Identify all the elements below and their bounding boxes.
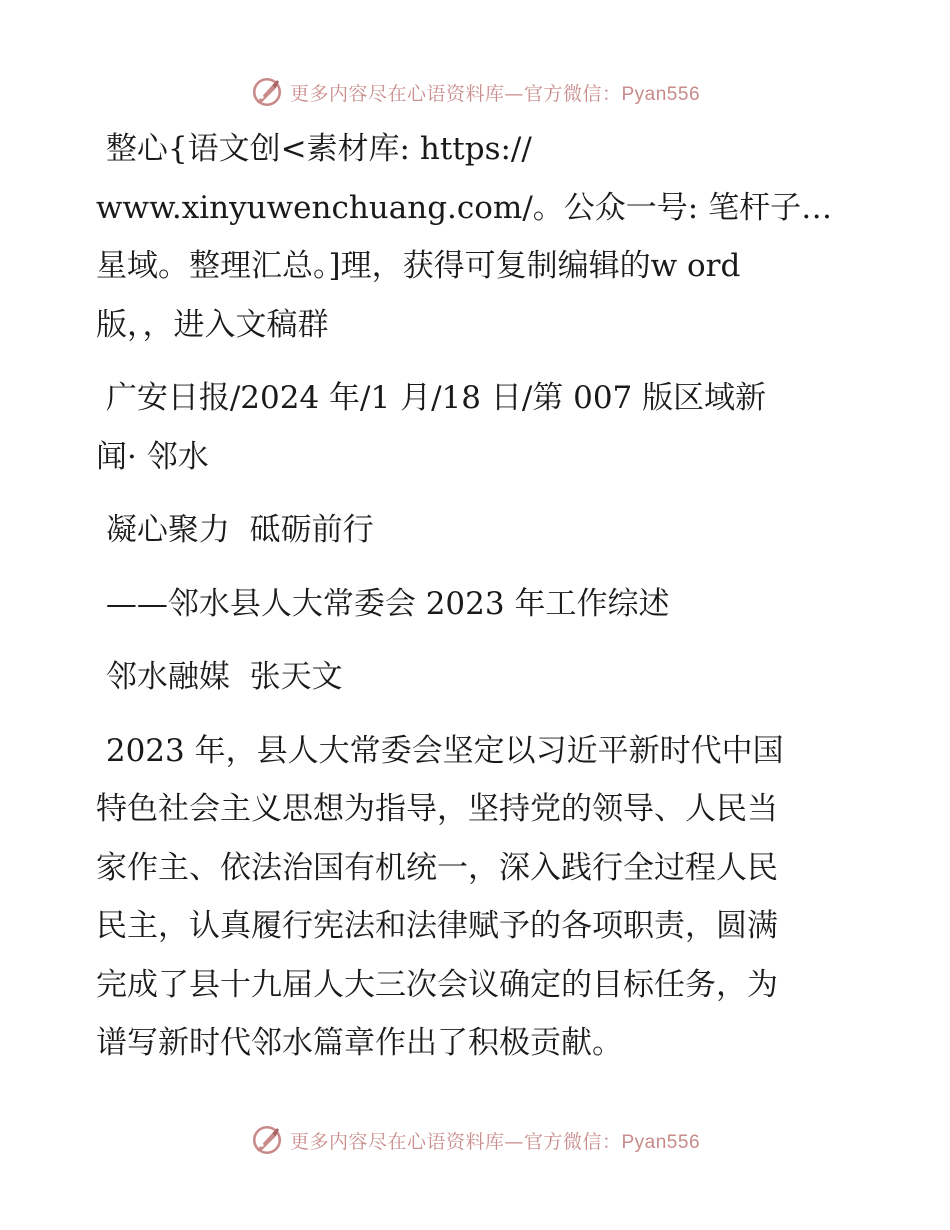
article-byline: 邻水融媒 张天文 xyxy=(96,659,343,695)
watermark-text: 更多内容尽在心语资料库—官方微信： xyxy=(289,1130,622,1153)
pen-logo-icon xyxy=(250,75,284,109)
body-paragraph: 2023 年，县人大常委会坚定以习近平新时代中国 特色社会主义思想为指导，坚持党的领导、人民当 家作主、依法治国有机统一，深入践行全过程人民 民主，认真履行宪法和法律赋予的各项职责，圆满 完成了县十九届人大三次会议确定的目标任务，为 谱写新时代邻水篇章作出了积极贡献。 xyxy=(96,732,784,1061)
document-body xyxy=(96,120,848,1073)
watermark-header xyxy=(0,72,950,112)
watermark-text: 更多内容尽在心语资料库—官方微信： xyxy=(289,82,622,105)
watermark-footer xyxy=(0,1120,950,1160)
publication-info: 广安日报/2024 年/1 月/18 日/第 007 版区域新 闻· 邻水 xyxy=(96,380,767,475)
watermark-wechat-id: Pyan556 xyxy=(621,83,701,105)
pen-logo-icon xyxy=(250,1123,284,1157)
article-subtitle: ——邻水县人大常委会 2023 年工作综述 xyxy=(96,585,670,622)
article-title: 凝心聚力 砥砺前行 xyxy=(96,512,374,548)
source-note-paragraph: 整心{语文创<素材库: https:// www.xinyuwenchuang.com/。公众一号: 笔杆子… 星域。整理汇总。]理，获得可复制编辑的w ord 版，，进入文稿群 xyxy=(96,131,833,343)
watermark-wechat-id: Pyan556 xyxy=(621,1131,701,1153)
